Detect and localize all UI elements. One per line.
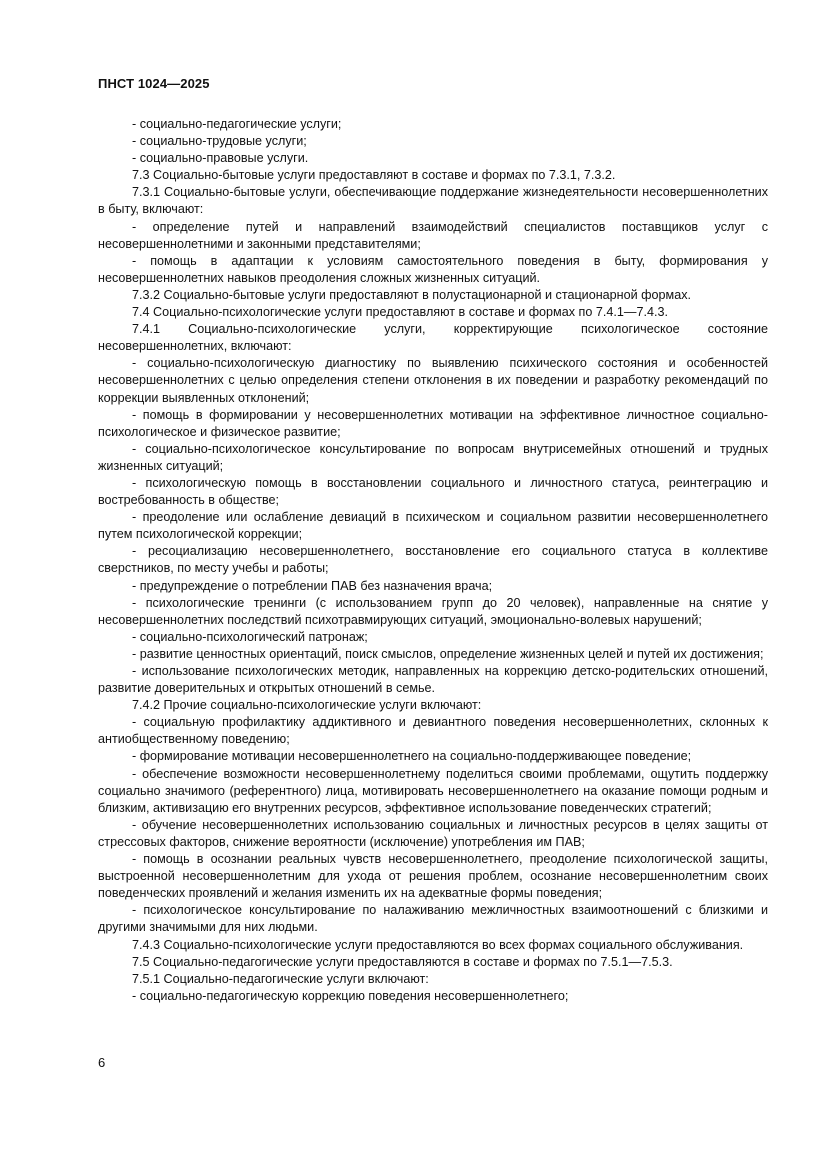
list-item: - предупреждение о потреблении ПАВ без назначения врача; [132,578,493,593]
section-7-3-1: 7.3.1 Социально-бытовые услуги, обеспечивающие поддержание жизнедеятельности несовершеннолетних в быту, включают: [98,185,768,217]
section-7-3: 7.3 Социально-бытовые услуги предоставляют в составе и формах по 7.3.1, 7.3.2. [132,168,616,183]
section-7-5-1: 7.5.1 Социально-педагогические услуги включают: [132,971,429,986]
list-item: - социально-психологическое консультирование по вопросам внутрисемейных отношений и трудных жизненных ситуаций; [98,441,768,473]
list-item: - социально-психологический патронаж; [132,629,368,644]
list-item: - ресоциализацию несовершеннолетнего, восстановление его социального статуса в коллективе сверстников, по месту учебы и работы; [98,544,768,576]
list-item: - психологическую помощь в восстановлении социального и личностного статуса, реинтеграцию и востребованность в обществе; [98,475,768,508]
list-item: - определение путей и направлений взаимодействий специалистов поставщиков услуг с несовершеннолетними и законными представителями; [98,219,768,251]
section-7-3-2: 7.3.2 Социально-бытовые услуги предоставляют в полустационарной и стационарной формах. [132,287,691,302]
list-item: - социально-трудовые услуги; [132,134,307,149]
list-item: - использование психологических методик, направленных на коррекцию детско-родительских отношений, развитие доверительных и открытых отношений в семье. [98,664,768,696]
list-item: - социально-психологическую диагностику по выявлению психического состояния и особенностей несовершеннолетних с целью определения степени отклонения в их поведении и разработку рекомендаций по коррекции выявленных отклонений; [98,356,768,405]
list-item: - социально-педагогические услуги; [132,117,342,131]
list-item: - психологические тренинги (с использованием групп до 20 человек), направленные на снятие у несовершеннолетних последствий психотравмирующих ситуаций, эмоционально-волевых нарушений; [98,595,768,627]
list-item: - социально-правовые услуги. [132,151,309,166]
list-item: - преодоление или ослабление девиаций в психическом и социальном развитии несовершеннолетнего путем психологической коррекции; [98,510,768,542]
document-body [98,116,768,1005]
list-item: - психологическое консультирование по налаживанию межличностных взаимоотношений с близкими и другими значимыми для них людьми. [98,903,768,935]
list-item: - социально-педагогическую коррекцию поведения несовершеннолетнего; [132,988,569,1003]
section-7-4-3: 7.4.3 Социально-психологические услуги предоставляются во всех формах социального обслуживания. [132,937,744,952]
list-item: - обучение несовершеннолетних использованию социальных и личностных ресурсов в целях защиты от стрессовых факторов, снижение вероятности (исключение) употребления им ПАВ; [98,817,768,849]
list-item: - помощь в осознании реальных чувств несовершеннолетнего, преодоление психологической защиты, выстроенной несовершеннолетним для ухода от решения проблем, осознание несовершеннолетним своих поведенческих проявлений и желания изменить их на адекватные формы поведения; [98,852,768,901]
list-item: - социальную профилактику аддиктивного и девиантного поведения несовершеннолетних, склонных к антиобщественному поведению; [98,715,768,747]
section-7-4-2: 7.4.2 Прочие социально-психологические услуги включают: [132,698,482,713]
page-number: 6 [98,1055,106,1070]
list-item: - помощь в формировании у несовершеннолетних мотивации на эффективное личностное социально-психологическое и физическое развитие; [98,407,768,439]
list-item: - обеспечение возможности несовершеннолетнему поделиться своими проблемами, ощутить поддержку социально значимого (референтного) лица, мотивировать несовершеннолетнего на оказание помощи родным и близким, активизацию его внутренних ресурсов, эффективное использование поведенческих стратегий; [98,766,768,815]
section-7-5: 7.5 Социально-педагогические услуги предоставляются в составе и формах по 7.5.1—7.5.3. [132,954,673,969]
list-item: - помощь в адаптации к условиям самостоятельного поведения в быту, формирования у несовершеннолетних навыков преодоления сложных жизненных ситуаций. [98,253,768,285]
list-item: - развитие ценностных ориентаций, поиск смыслов, определение жизненных целей и путей их достижения; [132,646,764,661]
section-7-4: 7.4 Социально-психологические услуги предоставляют в составе и формах по 7.4.1—7.4.3. [132,305,668,320]
section-7-4-1: 7.4.1 Социально-психологические услуги, корректирующие психологическое состояние несовершеннолетних, включают: [98,322,768,354]
document-code: ПНСТ 1024—2025 [98,76,210,91]
list-item: - формирование мотивации несовершеннолетнего на социально-поддерживающее поведение; [132,749,692,764]
